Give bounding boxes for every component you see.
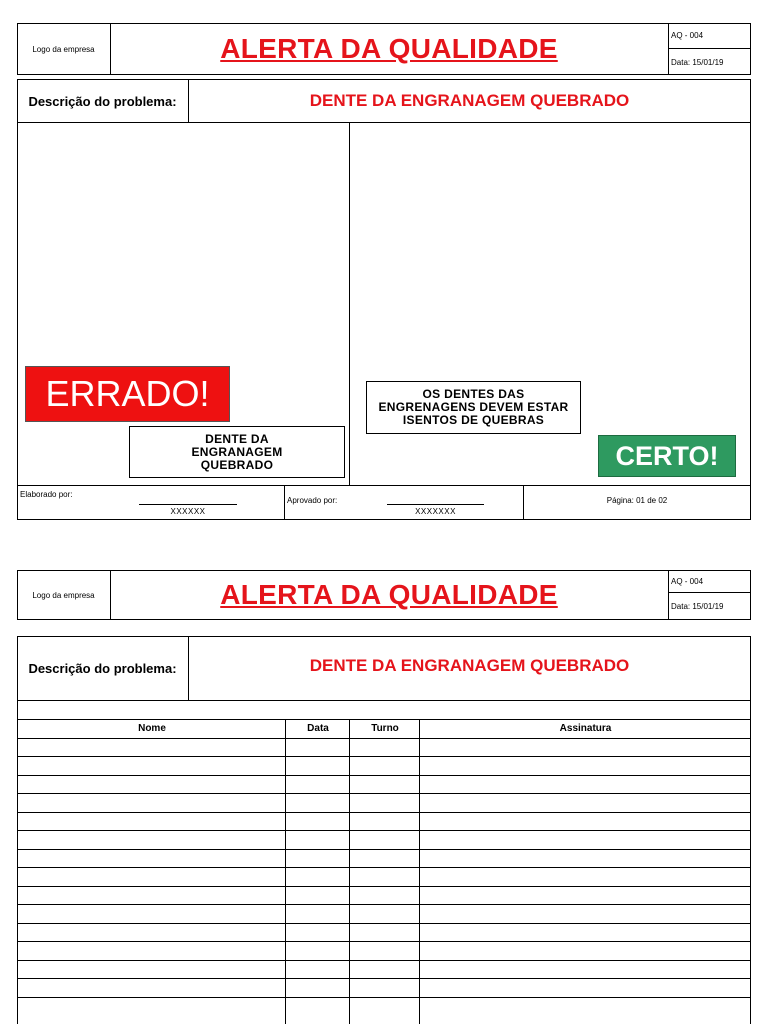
table-row-line bbox=[17, 867, 751, 868]
document-date: Data: 15/01/19 bbox=[671, 57, 724, 67]
table-row-line bbox=[17, 997, 751, 998]
table-row-line bbox=[17, 941, 751, 942]
wrong-caption: DENTE DA ENGRANAGEM QUEBRADO bbox=[129, 426, 345, 478]
description-label: Descrição do problema: bbox=[28, 660, 177, 676]
document-date: Data: 15/01/19 bbox=[671, 602, 724, 611]
aprovado-name: XXXXXXX bbox=[415, 507, 456, 516]
table-row-line bbox=[17, 738, 751, 739]
table-row-line bbox=[17, 775, 751, 776]
table-column-line bbox=[349, 719, 350, 1024]
table-row-line bbox=[17, 849, 751, 850]
page-2 bbox=[0, 560, 768, 1024]
right-caption: OS DENTES DAS ENGRENAGENS DEVEM ESTAR ISENTOS DE QUEBRAS bbox=[366, 381, 581, 434]
description-label: Descrição do problema: bbox=[28, 93, 177, 109]
document-code: AQ - 004 bbox=[671, 576, 704, 586]
table-row-line bbox=[17, 923, 751, 924]
table-row-line bbox=[17, 960, 751, 961]
page-title: ALERTA DA QUALIDADE bbox=[220, 579, 558, 610]
table-row-line bbox=[17, 812, 751, 813]
document-code: AQ - 004 bbox=[671, 31, 704, 40]
column-header-assinatura: Assinatura bbox=[559, 723, 612, 734]
table-row-line bbox=[17, 756, 751, 757]
company-logo-placeholder: Logo da empresa bbox=[32, 44, 95, 54]
elaborado-label: Elaborado por: bbox=[20, 490, 73, 499]
signature-line bbox=[387, 504, 484, 505]
signature-line bbox=[139, 504, 237, 505]
table-column-line bbox=[419, 719, 420, 1024]
divider bbox=[284, 485, 285, 520]
table-column-line bbox=[285, 719, 286, 1024]
signature-table bbox=[17, 700, 751, 1024]
panel-divider bbox=[349, 122, 350, 486]
description-value: DENTE DA ENGRANAGEM QUEBRADO bbox=[309, 656, 630, 675]
column-header-nome: Nome bbox=[138, 723, 166, 734]
column-header-data: Data bbox=[307, 723, 329, 734]
table-row-line bbox=[17, 793, 751, 794]
table-row-line bbox=[17, 886, 751, 887]
table-row-line bbox=[17, 830, 751, 831]
description-value: DENTE DA ENGRANAGEM QUEBRADO bbox=[309, 91, 630, 110]
right-badge: CERTO! bbox=[598, 435, 736, 477]
table-row-line bbox=[17, 978, 751, 979]
column-header-turno: Turno bbox=[371, 723, 399, 734]
table-row-line bbox=[17, 904, 751, 905]
company-logo-placeholder: Logo da empresa bbox=[32, 590, 95, 600]
wrong-badge: ERRADO! bbox=[25, 366, 230, 422]
elaborado-name: XXXXXX bbox=[170, 507, 206, 516]
aprovado-label: Aprovado por: bbox=[287, 496, 338, 505]
page-title: ALERTA DA QUALIDADE bbox=[220, 33, 558, 64]
page-number: Página: 01 de 02 bbox=[606, 496, 668, 505]
table-row-line bbox=[17, 719, 751, 720]
